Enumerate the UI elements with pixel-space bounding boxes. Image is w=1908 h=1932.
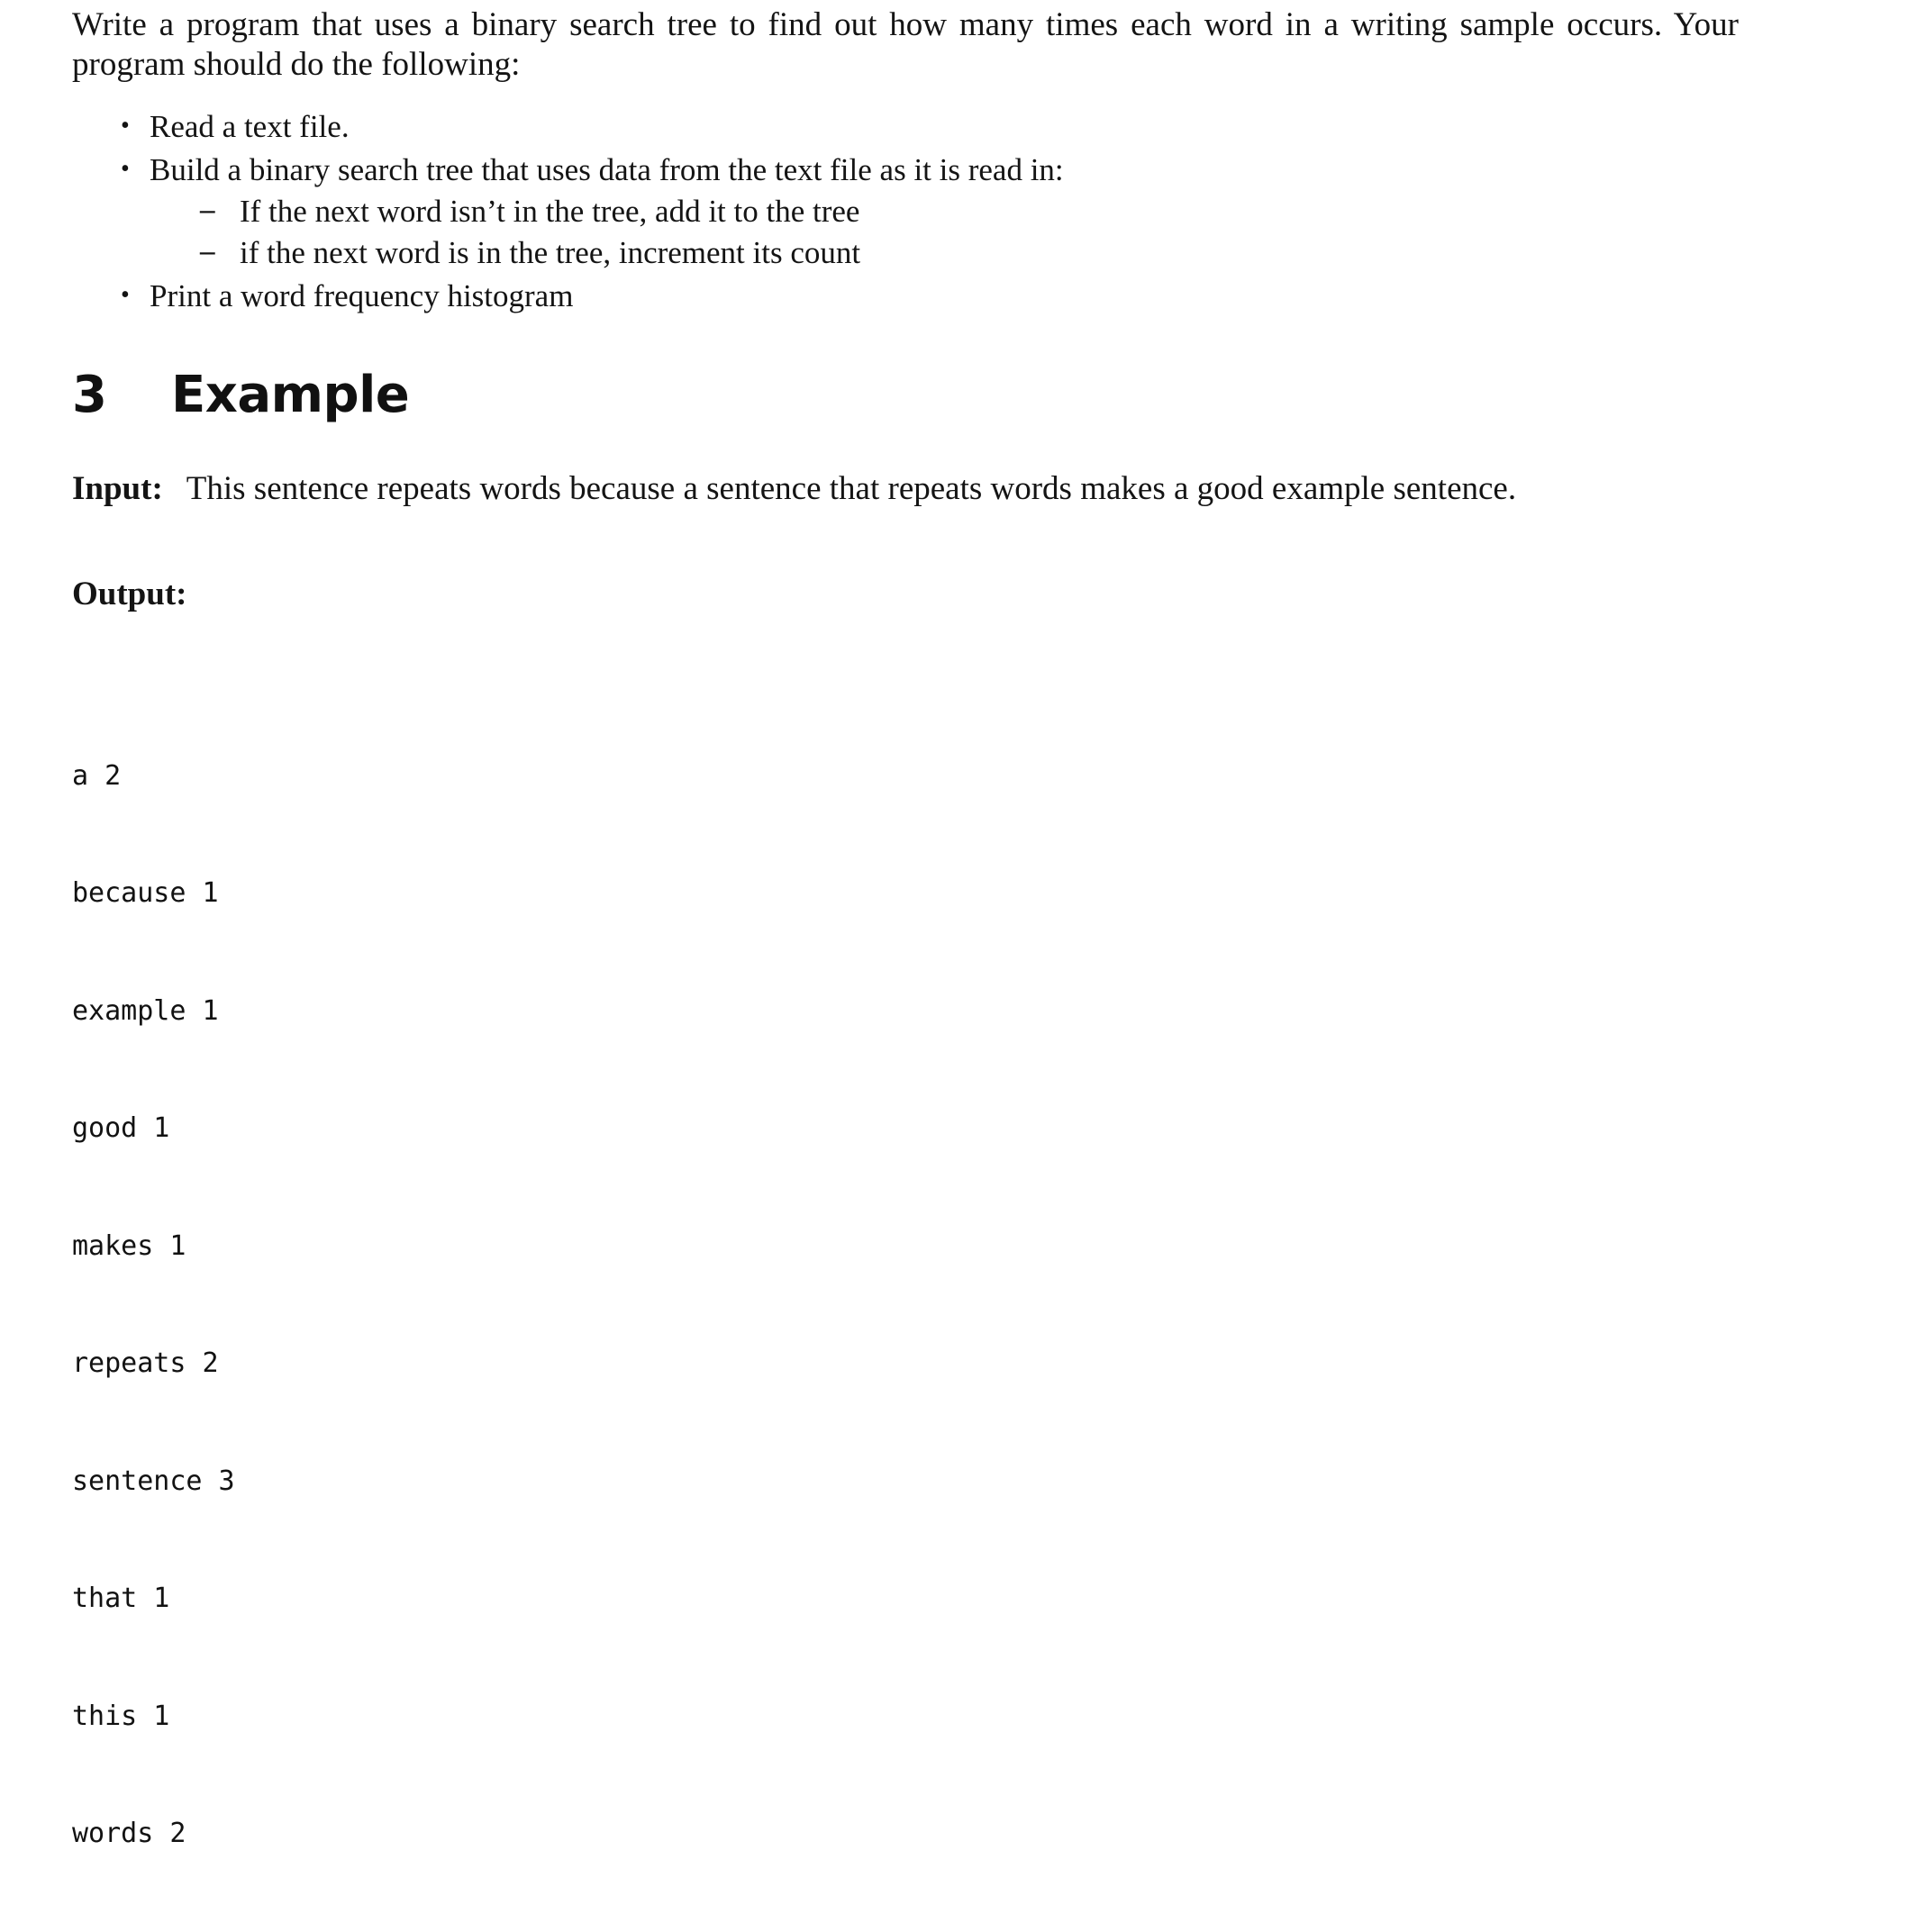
bullet-icon: • [121, 154, 130, 183]
list-item-label: Build a binary search tree that uses data from the text file as it is read in: [150, 151, 1064, 187]
dash-icon: – [200, 194, 215, 227]
code-line: repeats 2 [72, 1347, 219, 1380]
list-item [150, 233, 1836, 272]
list-item [72, 277, 1836, 315]
code-line: example 1 [72, 994, 219, 1027]
list-item-label: If the next word isn’t in the tree, add it to the tree [240, 194, 860, 230]
code-line: because 1 [72, 877, 219, 910]
section-number: 3 [72, 366, 107, 425]
code-line: a 2 [72, 759, 122, 792]
list-item [72, 150, 1836, 273]
intro-paragraph: Write a program that uses a binary search tree to find out how many times each word in a writing sample occurs. Your program should do the following: [72, 6, 1739, 83]
list-item [72, 107, 1836, 146]
section-heading [72, 366, 1836, 424]
input-text: This sentence repeats words because a sentence that repeats words makes a good example sentence. [186, 470, 1517, 508]
code-line: that 1 [72, 1583, 170, 1615]
code-line: this 1 [72, 1700, 170, 1732]
dash-icon: – [200, 235, 215, 268]
section-title: Example [171, 366, 410, 425]
output-code-block [72, 678, 1836, 1932]
code-line: makes 1 [72, 1229, 186, 1262]
list-item [150, 192, 1836, 231]
list-item-label: if the next word is in the tree, increment its count [240, 235, 861, 271]
input-label: Input: [72, 470, 163, 508]
bullet-icon: • [121, 112, 130, 141]
output-label: Output: [72, 575, 187, 612]
sub-list [150, 192, 1836, 273]
code-line: words 2 [72, 1818, 186, 1850]
list-item-label: Print a word frequency histogram [150, 277, 574, 313]
example-block [72, 469, 1836, 1931]
list-item-label: Read a text file. [150, 109, 350, 145]
input-line [72, 469, 1730, 509]
bullet-icon: • [121, 280, 130, 309]
code-line: sentence 3 [72, 1465, 235, 1497]
code-line: good 1 [72, 1112, 170, 1145]
requirements-list [72, 107, 1836, 315]
